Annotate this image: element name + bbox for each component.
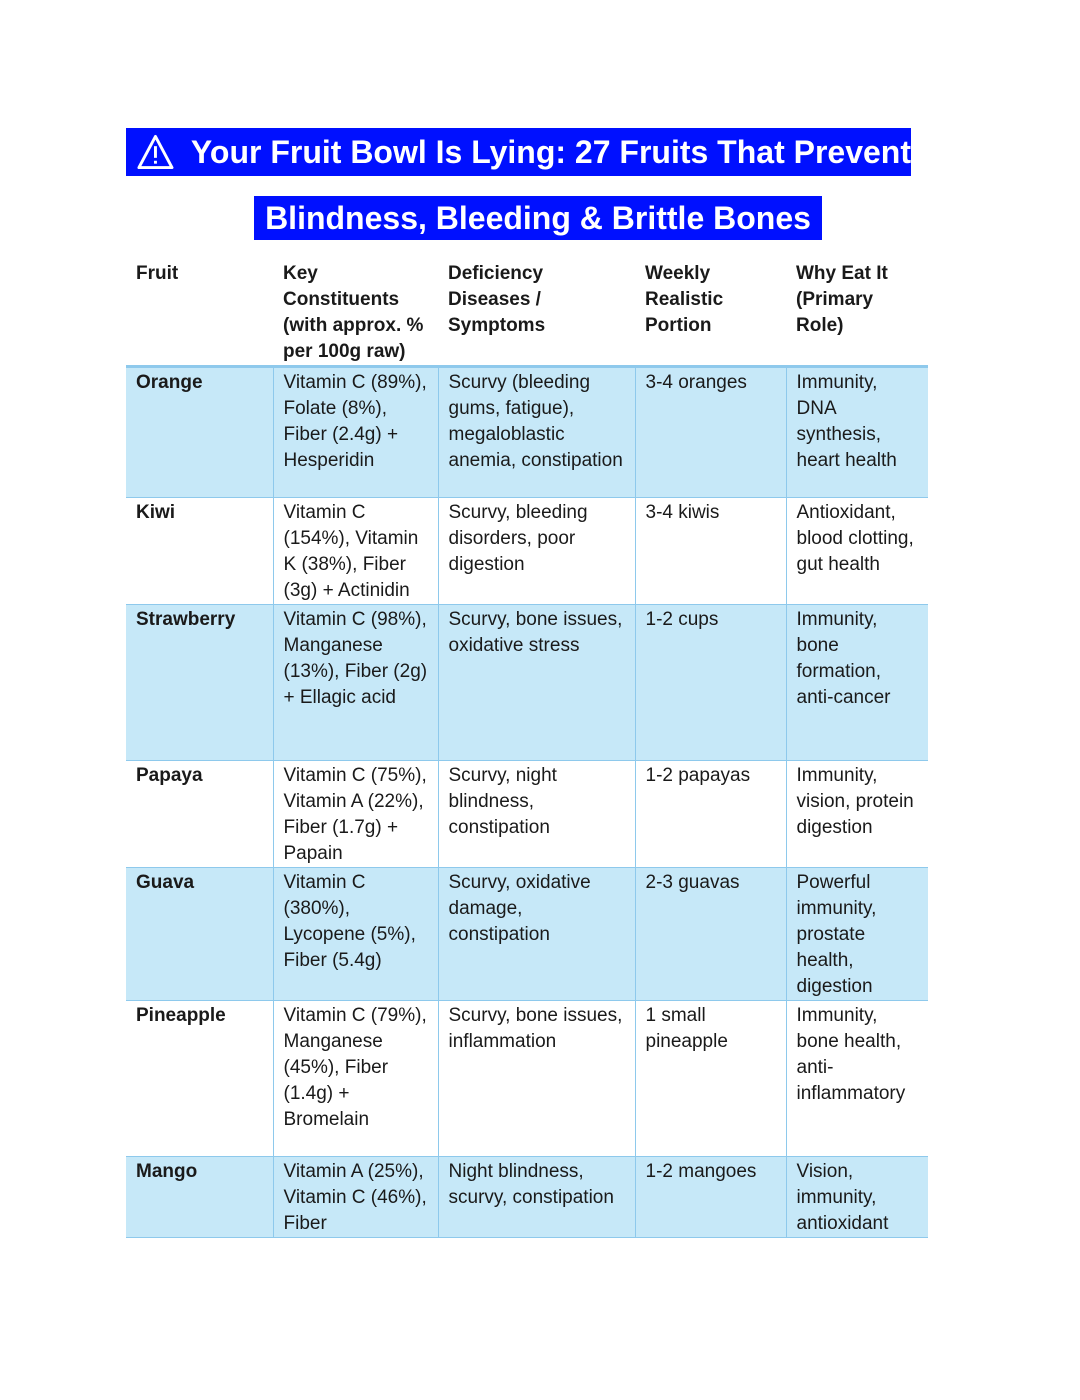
title-banner-line1 <box>126 128 911 176</box>
deficiency-cell: Scurvy, night blindness, constipation <box>438 761 635 868</box>
fruit-name-cell: Pineapple <box>126 1001 273 1157</box>
portion-cell: 3-4 oranges <box>635 367 786 498</box>
constituents-cell: Vitamin C (75%), Vitamin A (22%), Fiber (1.7g) + Papain <box>273 761 438 868</box>
header-weekly-portion: Weekly Realistic Portion <box>635 258 786 367</box>
table-header-row <box>126 258 928 367</box>
constituents-cell: Vitamin C (154%), Vitamin K (38%), Fiber (3g) + Actinidin <box>273 498 438 605</box>
table-row <box>126 1001 928 1157</box>
header-fruit: Fruit <box>126 258 273 367</box>
deficiency-cell: Scurvy, oxidative damage, constipation <box>438 868 635 1001</box>
fruit-nutrition-table <box>126 258 928 1238</box>
why-cell: Immunity, vision, protein digestion <box>786 761 928 868</box>
table-row <box>126 1157 928 1238</box>
portion-cell: 2-3 guavas <box>635 868 786 1001</box>
constituents-cell: Vitamin C (89%), Folate (8%), Fiber (2.4g) + Hesperidin <box>273 367 438 498</box>
why-cell: Vision, immunity, antioxidant <box>786 1157 928 1238</box>
portion-cell: 1-2 mangoes <box>635 1157 786 1238</box>
title-text-line1: Your Fruit Bowl Is Lying: 27 Fruits That Prevent <box>190 134 911 170</box>
table-row <box>126 498 928 605</box>
constituents-cell: Vitamin C (98%), Manganese (13%), Fiber (2g) + Ellagic acid <box>273 605 438 761</box>
deficiency-cell: Scurvy (bleeding gums, fatigue), megaloblastic anemia, constipation <box>438 367 635 498</box>
header-deficiency-diseases: Deficiency Diseases / Symptoms <box>438 258 635 367</box>
why-cell: Antioxidant, blood clotting, gut health <box>786 498 928 605</box>
why-cell: Immunity, DNA synthesis, heart health <box>786 367 928 498</box>
table-row <box>126 605 928 761</box>
table-row <box>126 868 928 1001</box>
header-key-constituents: Key Constituents (with approx. % per 100g raw) <box>273 258 438 367</box>
deficiency-cell: Scurvy, bone issues, inflammation <box>438 1001 635 1157</box>
portion-cell: 1-2 papayas <box>635 761 786 868</box>
deficiency-cell: Scurvy, bleeding disorders, poor digestion <box>438 498 635 605</box>
portion-cell: 1 small pineapple <box>635 1001 786 1157</box>
portion-cell: 1-2 cups <box>635 605 786 761</box>
title-banner-line2 <box>254 196 822 240</box>
constituents-cell: Vitamin C (79%), Manganese (45%), Fiber (1.4g) + Bromelain <box>273 1001 438 1157</box>
fruit-name-cell: Papaya <box>126 761 273 868</box>
constituents-cell: Vitamin A (25%), Vitamin C (46%), Fiber <box>273 1157 438 1238</box>
fruit-name-cell: Mango <box>126 1157 273 1238</box>
fruit-name-cell: Orange <box>126 367 273 498</box>
fruit-name-cell: Kiwi <box>126 498 273 605</box>
constituents-cell: Vitamin C (380%), Lycopene (5%), Fiber (5.4g) <box>273 868 438 1001</box>
header-why-eat-it: Why Eat It (Primary Role) <box>786 258 928 367</box>
why-cell: Immunity, bone health, anti-inflammatory <box>786 1001 928 1157</box>
portion-cell: 3-4 kiwis <box>635 498 786 605</box>
fruit-name-cell: Strawberry <box>126 605 273 761</box>
why-cell: Powerful immunity, prostate health, digestion <box>786 868 928 1001</box>
title-text-line2: Blindness, Bleeding & Brittle Bones <box>265 200 811 236</box>
fruit-name-cell: Guava <box>126 868 273 1001</box>
deficiency-cell: Night blindness, scurvy, constipation <box>438 1157 635 1238</box>
deficiency-cell: Scurvy, bone issues, oxidative stress <box>438 605 635 761</box>
why-cell: Immunity, bone formation, anti-cancer <box>786 605 928 761</box>
warning-icon <box>136 133 175 171</box>
table-row <box>126 367 928 498</box>
table-row <box>126 761 928 868</box>
